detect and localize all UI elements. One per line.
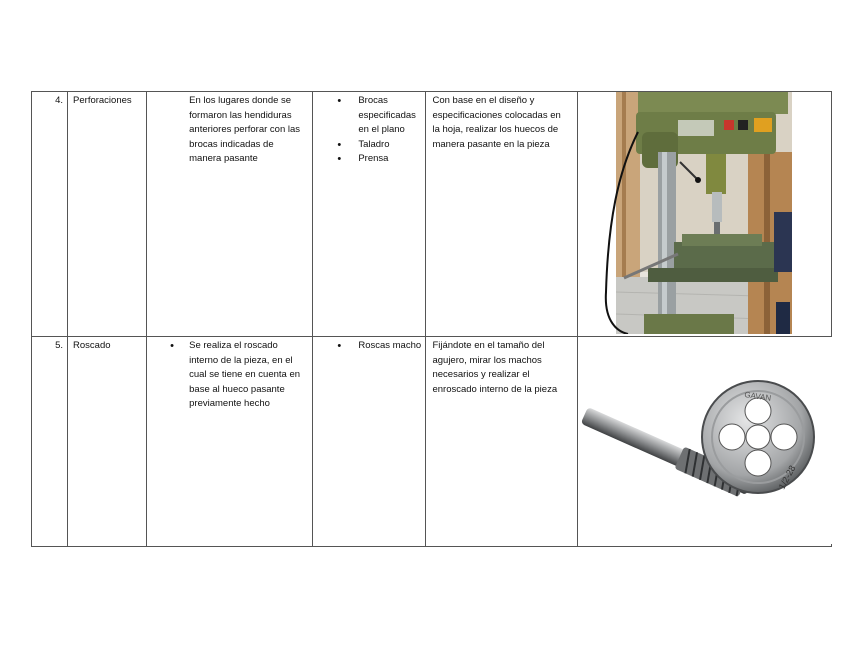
tool-item: • Taladro (313, 138, 421, 153)
tap-and-die-photo (578, 337, 832, 544)
step-procedure: Fijándote en el tamaño del agujero, mirar los machos necesarios y realizar el enroscado interno de la pieza (426, 337, 577, 547)
step-number: 5. (32, 337, 68, 547)
step-number: 4. (32, 92, 68, 337)
table-row (32, 337, 832, 547)
tool-item: • Prensa (313, 152, 421, 167)
step-description (147, 337, 313, 547)
description-item: • Se realiza el roscado interno de la pieza, en el cual se tiene en cuenta en base al hueco pasante previamente hecho (147, 339, 308, 412)
step-tools (313, 337, 426, 547)
step-image-cell (577, 92, 831, 337)
step-name: Roscado (68, 337, 147, 547)
die-brand-text: GAVAN (743, 390, 772, 403)
tool-item: • Roscas macho (313, 339, 421, 354)
step-procedure: Con base en el diseño y especificaciones colocadas en la hoja, realizar los huecos de manera pasante en la pieza (426, 92, 577, 337)
step-image-cell (577, 337, 831, 547)
die-size-text: 1/2-28 (776, 463, 798, 491)
process-table (31, 91, 832, 547)
step-description: En los lugares donde se formaron las hendiduras anteriores perforar con las brocas indicadas de manera pasante (147, 92, 313, 337)
table-row (32, 92, 832, 337)
tool-item: • Brocas especificadas en el plano (313, 94, 421, 138)
drill-press-photo (578, 92, 832, 334)
step-tools (313, 92, 426, 337)
step-name: Perforaciones (68, 92, 147, 337)
